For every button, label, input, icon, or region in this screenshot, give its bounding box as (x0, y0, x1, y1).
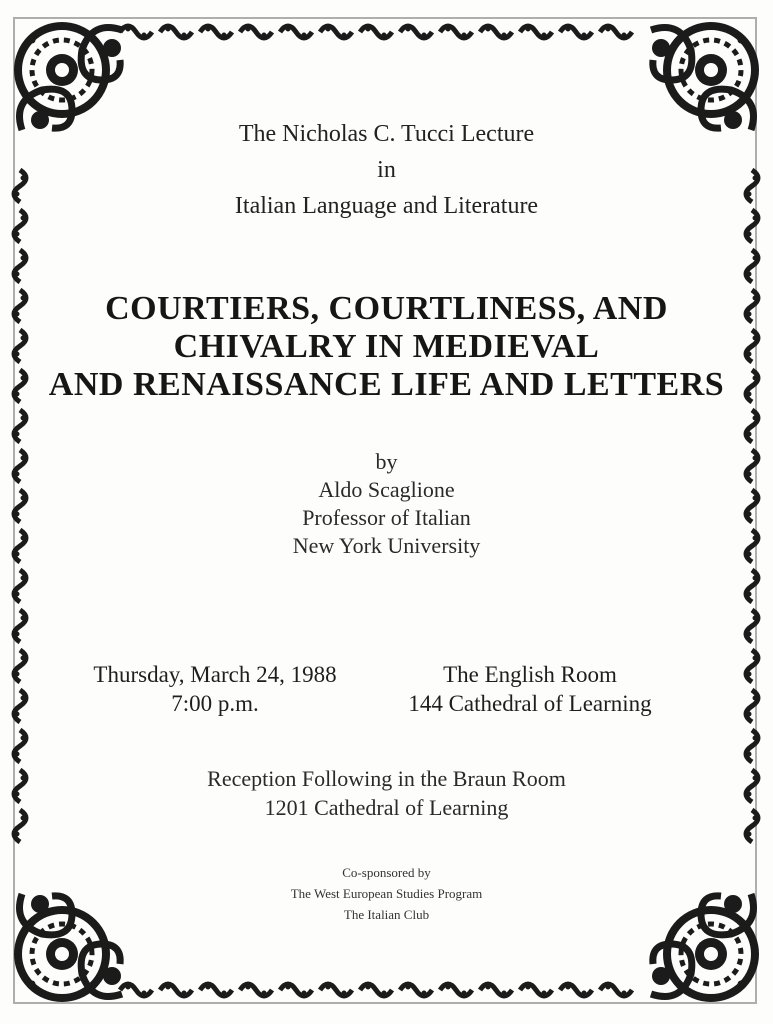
corner-ornament-top-left (18, 26, 122, 130)
lecture-name: The Nicholas C. Tucci Lecture (238, 121, 535, 147)
event-time: 7:00 p.m. (171, 691, 259, 716)
by-label: by (375, 449, 398, 474)
title-line-1: COURTIERS, COURTLINESS, AND (105, 290, 668, 327)
speaker-position: Professor of Italian (302, 505, 471, 530)
speaker-institution: New York University (292, 533, 481, 558)
reception-block (0, 764, 773, 822)
speaker-block (0, 448, 773, 560)
reception-line-1: Reception Following in the Braun Room (207, 766, 566, 791)
event-datetime (60, 660, 370, 718)
event-venue (380, 660, 680, 718)
lecture-series-heading (0, 116, 773, 224)
lecture-title (0, 290, 773, 404)
bottom-border-band (120, 984, 632, 996)
corner-ornament-top-right (651, 26, 755, 130)
sponsor-item: The West European Studies Program (290, 886, 483, 901)
venue-address: 144 Cathedral of Learning (408, 691, 652, 716)
title-line-2: CHIVALRY IN MEDIEVAL (173, 328, 600, 365)
speaker-name: Aldo Scaglione (318, 477, 455, 502)
event-date: Thursday, March 24, 1988 (93, 662, 337, 687)
lecture-field: Italian Language and Literature (234, 193, 539, 219)
lecture-connector: in (377, 157, 396, 183)
sponsors-heading: Co-sponsored by (342, 865, 431, 880)
reception-line-2: 1201 Cathedral of Learning (264, 795, 509, 820)
sponsors-block (0, 862, 773, 925)
top-border-band (120, 26, 632, 38)
sponsor-item: The Italian Club (343, 907, 430, 922)
title-line-3: AND RENAISSANCE LIFE AND LETTERS (48, 366, 725, 403)
venue-name: The English Room (443, 662, 617, 687)
